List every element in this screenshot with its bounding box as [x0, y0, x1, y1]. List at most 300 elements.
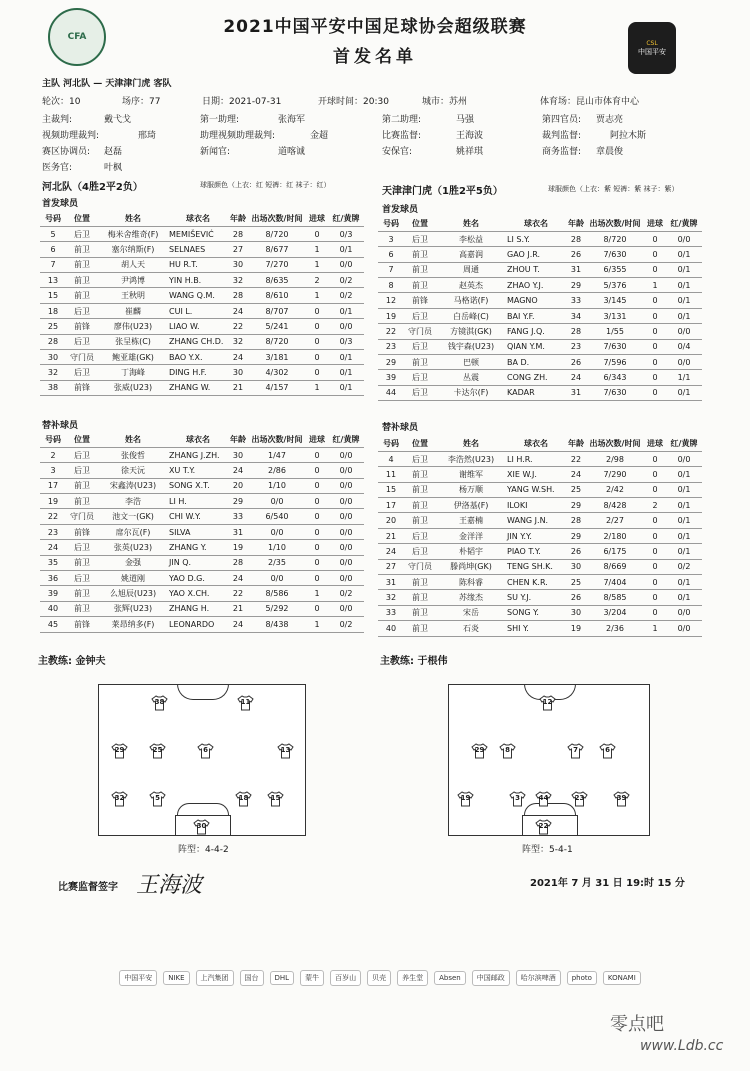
- table-row: [378, 590, 702, 605]
- table-cell: 0: [306, 334, 328, 349]
- table-cell: 前卫: [66, 555, 98, 570]
- table-cell: 滕尚坤(GK): [436, 559, 506, 574]
- column-header: 红/黄牌: [328, 432, 364, 447]
- table-cell: FANG J.Q.: [506, 324, 566, 339]
- table-cell: 0: [306, 601, 328, 616]
- table-cell: 0/1: [666, 262, 702, 277]
- home-coach: 主教练: 金钟夫: [38, 656, 106, 667]
- table-cell: 0: [644, 247, 666, 262]
- table-cell: 2/98: [586, 451, 644, 466]
- home-starters-table: [40, 211, 364, 396]
- table-cell: 0/0: [328, 524, 364, 539]
- table-cell: 19: [566, 621, 586, 636]
- table-cell: 廖伟(U23): [98, 319, 168, 334]
- supervisor-signature: 王海波: [136, 873, 203, 898]
- column-header: 位置: [404, 216, 436, 231]
- table-cell: JIN Q.: [168, 555, 228, 570]
- player-shirt-icon: 29: [111, 743, 128, 759]
- official-name: 贾志亮: [596, 115, 624, 125]
- table-cell: YAO X.CH.: [168, 586, 228, 601]
- table-cell: 0/1: [666, 467, 702, 482]
- table-cell: 2/86: [248, 463, 306, 478]
- table-cell: 丛震: [436, 370, 506, 385]
- table-cell: 19: [40, 494, 66, 509]
- table-cell: 梅米舍维奇(F): [98, 226, 168, 241]
- table-cell: 6/355: [586, 262, 644, 277]
- table-cell: 28: [228, 555, 248, 570]
- table-row: [378, 278, 702, 293]
- table-cell: 李浩: [98, 494, 168, 509]
- table-row: [378, 385, 702, 400]
- table-cell: 0/0: [328, 509, 364, 524]
- table-cell: 7/630: [586, 339, 644, 354]
- table-cell: 前锋: [66, 524, 98, 539]
- table-cell: 0/1: [666, 575, 702, 590]
- table-cell: 前卫: [404, 262, 436, 277]
- table-cell: 44: [378, 385, 404, 400]
- table-cell: 25: [566, 575, 586, 590]
- table-cell: 0/1: [666, 544, 702, 559]
- table-row: [40, 509, 364, 524]
- table-cell: 11: [378, 467, 404, 482]
- table-cell: 2: [306, 273, 328, 288]
- signature-label: 比赛监督签字: [58, 882, 118, 893]
- table-cell: 0/1: [666, 498, 702, 513]
- table-cell: 0: [306, 303, 328, 318]
- table-cell: 45: [40, 617, 66, 632]
- table-cell: 21: [228, 380, 248, 395]
- table-cell: 0: [644, 324, 666, 339]
- sponsor-logo: KONAMI: [603, 971, 641, 985]
- column-header: 号码: [378, 216, 404, 231]
- column-header: 进球: [306, 432, 328, 447]
- column-header: 姓名: [98, 432, 168, 447]
- official-name: 叶枫: [104, 163, 123, 173]
- table-row: [40, 478, 364, 493]
- table-cell: 8/586: [248, 586, 306, 601]
- official-role: 第一助理:: [200, 115, 240, 125]
- table-cell: 5: [40, 226, 66, 241]
- official-role: 安保官:: [382, 147, 413, 157]
- official-name: 章晨俊: [596, 147, 624, 157]
- table-cell: 前卫: [404, 590, 436, 605]
- table-cell: 池文一(GK): [98, 509, 168, 524]
- table-cell: 0/3: [328, 226, 364, 241]
- table-cell: 30: [40, 350, 66, 365]
- table-cell: 席尔瓦(F): [98, 524, 168, 539]
- table-cell: 后卫: [404, 544, 436, 559]
- table-cell: 29: [228, 494, 248, 509]
- table-cell: 后卫: [66, 447, 98, 462]
- column-header: 进球: [644, 216, 666, 231]
- table-cell: 前锋: [66, 617, 98, 632]
- table-cell: ILOKI: [506, 498, 566, 513]
- table-cell: 28: [228, 226, 248, 241]
- table-cell: CHEN K.R.: [506, 575, 566, 590]
- official-role: 裁判监督:: [542, 131, 582, 141]
- table-cell: 1/10: [248, 478, 306, 493]
- player-shirt-icon: 18: [235, 791, 252, 807]
- table-cell: 36: [40, 571, 66, 586]
- table-cell: 31: [566, 385, 586, 400]
- table-cell: 1: [306, 257, 328, 272]
- player-shirt-icon: 6: [197, 743, 214, 759]
- table-cell: 后卫: [404, 385, 436, 400]
- table-row: [40, 273, 364, 288]
- table-cell: 0/0: [328, 463, 364, 478]
- table-cell: 33: [228, 509, 248, 524]
- table-cell: ZHOU T.: [506, 262, 566, 277]
- table-cell: 35: [40, 555, 66, 570]
- player-shirt-icon: 39: [613, 791, 630, 807]
- table-cell: 尹鸿博: [98, 273, 168, 288]
- table-cell: 8/707: [248, 303, 306, 318]
- table-cell: 28: [40, 334, 66, 349]
- table-cell: 26: [566, 247, 586, 262]
- table-cell: 卡达尔(F): [436, 385, 506, 400]
- table-cell: 0/0: [328, 478, 364, 493]
- table-cell: 0/0: [328, 447, 364, 462]
- official-name: 王海波: [456, 131, 484, 141]
- table-row: [40, 540, 364, 555]
- table-cell: SHI Y.: [506, 621, 566, 636]
- official-role: 新闻官:: [200, 147, 231, 157]
- table-row: [40, 303, 364, 318]
- table-cell: 1/10: [248, 540, 306, 555]
- home-subs-label: 替补球员: [42, 421, 79, 431]
- table-cell: 0/2: [666, 559, 702, 574]
- table-cell: 么旭辰(U23): [98, 586, 168, 601]
- table-cell: 杨万顺: [436, 482, 506, 497]
- table-cell: ZHANG CH.D.: [168, 334, 228, 349]
- csl-logo: CSL 中国平安: [628, 22, 676, 74]
- table-cell: 后卫: [66, 226, 98, 241]
- table-cell: 前卫: [66, 478, 98, 493]
- away-formation-label: 阵型：5-4-1: [522, 845, 573, 855]
- table-cell: 前卫: [404, 621, 436, 636]
- table-cell: 2/36: [586, 621, 644, 636]
- table-cell: 宋鑫涛(U23): [98, 478, 168, 493]
- table-cell: 28: [566, 231, 586, 246]
- table-cell: YIN H.B.: [168, 273, 228, 288]
- table-cell: 23: [566, 339, 586, 354]
- table-cell: 0: [644, 355, 666, 370]
- table-cell: 21: [378, 528, 404, 543]
- table-cell: 0/1: [666, 308, 702, 323]
- table-cell: 20: [228, 478, 248, 493]
- away-starters-label: 首发球员: [382, 205, 419, 215]
- table-cell: 8/428: [586, 498, 644, 513]
- table-cell: 23: [378, 339, 404, 354]
- table-cell: 39: [40, 586, 66, 601]
- official-role: 赛区协调员:: [42, 147, 91, 157]
- table-cell: 守门员: [66, 350, 98, 365]
- column-header: 年龄: [566, 436, 586, 451]
- player-shirt-icon: 32: [111, 791, 128, 807]
- home-formation-label: 阵型：4-4-2: [178, 845, 229, 855]
- table-cell: 8/720: [248, 226, 306, 241]
- table-cell: 2: [40, 447, 66, 462]
- table-cell: 3/181: [248, 350, 306, 365]
- official-name: 戴弋戈: [104, 115, 132, 125]
- table-cell: GAO J.R.: [506, 247, 566, 262]
- table-cell: 0/1: [666, 482, 702, 497]
- table-cell: 李浩然(U23): [436, 451, 506, 466]
- table-cell: 伊洛基(F): [436, 498, 506, 513]
- player-shirt-icon: 25: [149, 743, 166, 759]
- table-cell: 0/0: [666, 231, 702, 246]
- match-teams: 主队 河北队 — 天津津门虎 客队: [42, 79, 172, 89]
- table-cell: 0: [644, 513, 666, 528]
- player-shirt-icon: 29: [471, 743, 488, 759]
- table-cell: 0: [644, 575, 666, 590]
- table-cell: 2/180: [586, 528, 644, 543]
- table-cell: 40: [378, 621, 404, 636]
- table-cell: 12: [378, 293, 404, 308]
- home-kit-colors: 球服颜色（上衣：红 短裤：红 袜子：红）: [200, 181, 331, 189]
- column-header: 年龄: [228, 211, 248, 226]
- table-cell: 0/0: [248, 494, 306, 509]
- table-cell: 0: [306, 540, 328, 555]
- table-cell: 0/0: [328, 601, 364, 616]
- table-cell: 0/1: [666, 247, 702, 262]
- table-header-row: [40, 211, 364, 226]
- match-number: 场序：77: [122, 97, 161, 107]
- table-row: [378, 262, 702, 277]
- table-cell: 0: [644, 605, 666, 620]
- table-cell: 前卫: [66, 288, 98, 303]
- table-cell: 0: [306, 555, 328, 570]
- table-cell: 3/131: [586, 308, 644, 323]
- table-cell: 张呈栋(C): [98, 334, 168, 349]
- table-cell: ZHANG H.: [168, 601, 228, 616]
- table-cell: 后卫: [66, 365, 98, 380]
- round: 轮次：10: [42, 97, 81, 107]
- table-cell: 王秋明: [98, 288, 168, 303]
- table-row: [40, 586, 364, 601]
- table-cell: 后卫: [66, 303, 98, 318]
- table-row: [40, 617, 364, 632]
- table-cell: 张威(U23): [98, 380, 168, 395]
- player-shirt-icon: 6: [599, 743, 616, 759]
- table-cell: 29: [566, 278, 586, 293]
- table-header-row: [378, 436, 702, 451]
- table-cell: 1/1: [666, 370, 702, 385]
- table-cell: 崔麟: [98, 303, 168, 318]
- table-cell: 6/540: [248, 509, 306, 524]
- table-cell: 32: [228, 334, 248, 349]
- kickoff-time: 开球时间：20:30: [318, 97, 389, 107]
- table-row: [378, 482, 702, 497]
- table-cell: 0/0: [666, 324, 702, 339]
- table-cell: 30: [228, 447, 248, 462]
- table-cell: 24: [566, 467, 586, 482]
- table-cell: 33: [566, 293, 586, 308]
- table-cell: JIN Y.Y.: [506, 528, 566, 543]
- table-cell: 姚道刚: [98, 571, 168, 586]
- column-header: 出场次数/时间: [586, 216, 644, 231]
- table-cell: 7/596: [586, 355, 644, 370]
- column-header: 红/黄牌: [666, 216, 702, 231]
- page-title: 2021中国平安中国足球协会超级联赛: [223, 17, 527, 37]
- table-cell: 30: [228, 365, 248, 380]
- table-cell: 0: [644, 308, 666, 323]
- table-cell: 前卫: [404, 575, 436, 590]
- table-cell: 0: [306, 226, 328, 241]
- away-team-name: 天津津门虎（1胜2平5负）: [382, 186, 503, 197]
- table-cell: 塞尔纳斯(F): [98, 242, 168, 257]
- table-cell: 巴顿: [436, 355, 506, 370]
- player-shirt-icon: 7: [567, 743, 584, 759]
- table-row: [40, 380, 364, 395]
- sponsor-logo: 上汽集团: [196, 970, 234, 986]
- table-cell: BAO Y.X.: [168, 350, 228, 365]
- table-cell: 0: [644, 370, 666, 385]
- table-row: [40, 257, 364, 272]
- column-header: 进球: [644, 436, 666, 451]
- table-cell: 0: [644, 451, 666, 466]
- table-cell: 前卫: [66, 257, 98, 272]
- table-cell: 0: [306, 478, 328, 493]
- table-cell: 0/1: [666, 590, 702, 605]
- sponsor-logo: 中国平安: [119, 970, 157, 986]
- table-cell: 0/0: [328, 540, 364, 555]
- table-row: [378, 451, 702, 466]
- table-cell: 0/0: [328, 555, 364, 570]
- table-cell: 8/610: [248, 288, 306, 303]
- table-cell: 高嘉润: [436, 247, 506, 262]
- table-cell: YANG W.SH.: [506, 482, 566, 497]
- table-cell: HU R.T.: [168, 257, 228, 272]
- away-coach: 主教练: 于根伟: [380, 656, 448, 667]
- table-cell: 3: [378, 231, 404, 246]
- table-cell: 0: [306, 524, 328, 539]
- table-cell: 1: [306, 380, 328, 395]
- table-cell: 0: [644, 544, 666, 559]
- table-cell: 3/145: [586, 293, 644, 308]
- column-header: 球衣名: [168, 432, 228, 447]
- table-cell: 张辉(U23): [98, 601, 168, 616]
- table-cell: 3/204: [586, 605, 644, 620]
- table-cell: 8/635: [248, 273, 306, 288]
- table-cell: 0/0: [248, 571, 306, 586]
- sponsor-logo: photo: [567, 971, 597, 985]
- table-cell: 前卫: [404, 513, 436, 528]
- column-header: 年龄: [228, 432, 248, 447]
- table-cell: 8/585: [586, 590, 644, 605]
- column-header: 出场次数/时间: [586, 436, 644, 451]
- official-name: 道喀诚: [278, 147, 306, 157]
- table-cell: 28: [566, 513, 586, 528]
- table-row: [40, 226, 364, 241]
- table-cell: 24: [228, 571, 248, 586]
- table-cell: ZHANG J.ZH.: [168, 447, 228, 462]
- column-header: 位置: [404, 436, 436, 451]
- official-name: 金超: [310, 131, 329, 141]
- player-shirt-icon: 23: [571, 791, 588, 807]
- table-cell: 前卫: [66, 601, 98, 616]
- home-team-name: 河北队（4胜2平2负）: [42, 182, 143, 193]
- table-cell: 0: [644, 528, 666, 543]
- table-cell: 白岳峰(C): [436, 308, 506, 323]
- table-cell: 15: [40, 288, 66, 303]
- away-subs-label: 替补球员: [382, 423, 419, 433]
- table-cell: 前卫: [66, 494, 98, 509]
- table-cell: 0: [644, 385, 666, 400]
- column-header: 号码: [378, 436, 404, 451]
- table-cell: 后卫: [404, 370, 436, 385]
- table-cell: 24: [566, 370, 586, 385]
- table-row: [378, 293, 702, 308]
- table-cell: 28: [228, 288, 248, 303]
- player-shirt-icon: 12: [539, 695, 556, 711]
- table-cell: 0/1: [328, 242, 364, 257]
- table-cell: 前锋: [66, 380, 98, 395]
- table-cell: 0: [644, 559, 666, 574]
- column-header: 出场次数/时间: [248, 211, 306, 226]
- table-cell: 24: [228, 617, 248, 632]
- table-cell: ZHANG Y.: [168, 540, 228, 555]
- table-cell: 0/1: [666, 278, 702, 293]
- table-cell: 39: [378, 370, 404, 385]
- table-cell: 1/47: [248, 447, 306, 462]
- table-cell: 后卫: [404, 528, 436, 543]
- table-cell: WANG J.N.: [506, 513, 566, 528]
- official-role: 第二助理:: [382, 115, 422, 125]
- official-name: 赵磊: [104, 147, 123, 157]
- table-cell: ZHAO Y.J.: [506, 278, 566, 293]
- page-subtitle: 首发名单: [333, 47, 417, 67]
- table-cell: 18: [40, 303, 66, 318]
- table-cell: 0/1: [328, 365, 364, 380]
- official-name: 马强: [456, 115, 475, 125]
- table-cell: 32: [40, 365, 66, 380]
- table-cell: 1: [306, 242, 328, 257]
- table-cell: LI H.: [168, 494, 228, 509]
- table-cell: 38: [40, 380, 66, 395]
- column-header: 球衣名: [168, 211, 228, 226]
- table-row: [40, 350, 364, 365]
- table-row: [40, 242, 364, 257]
- table-cell: 4/302: [248, 365, 306, 380]
- table-cell: 周通: [436, 262, 506, 277]
- table-cell: SU Y.J.: [506, 590, 566, 605]
- table-cell: 34: [566, 308, 586, 323]
- table-cell: 6/343: [586, 370, 644, 385]
- table-cell: 1: [306, 288, 328, 303]
- table-cell: 28: [566, 324, 586, 339]
- sponsor-logo: 养生堂: [397, 970, 428, 986]
- table-row: [378, 308, 702, 323]
- table-cell: 23: [40, 524, 66, 539]
- table-cell: 27: [378, 559, 404, 574]
- table-cell: 前卫: [66, 273, 98, 288]
- table-header-row: [378, 216, 702, 231]
- table-cell: 前卫: [404, 482, 436, 497]
- table-cell: 0: [306, 509, 328, 524]
- table-row: [378, 528, 702, 543]
- stadium: 体育场：昆山市体育中心: [540, 97, 640, 107]
- player-shirt-icon: 19: [457, 791, 474, 807]
- table-cell: 40: [40, 601, 66, 616]
- table-cell: WANG Q.M.: [168, 288, 228, 303]
- table-cell: 谢维军: [436, 467, 506, 482]
- table-cell: 前卫: [66, 586, 98, 601]
- table-cell: LI H.R.: [506, 451, 566, 466]
- table-cell: DING H.F.: [168, 365, 228, 380]
- table-cell: 7: [40, 257, 66, 272]
- table-cell: 0/1: [328, 380, 364, 395]
